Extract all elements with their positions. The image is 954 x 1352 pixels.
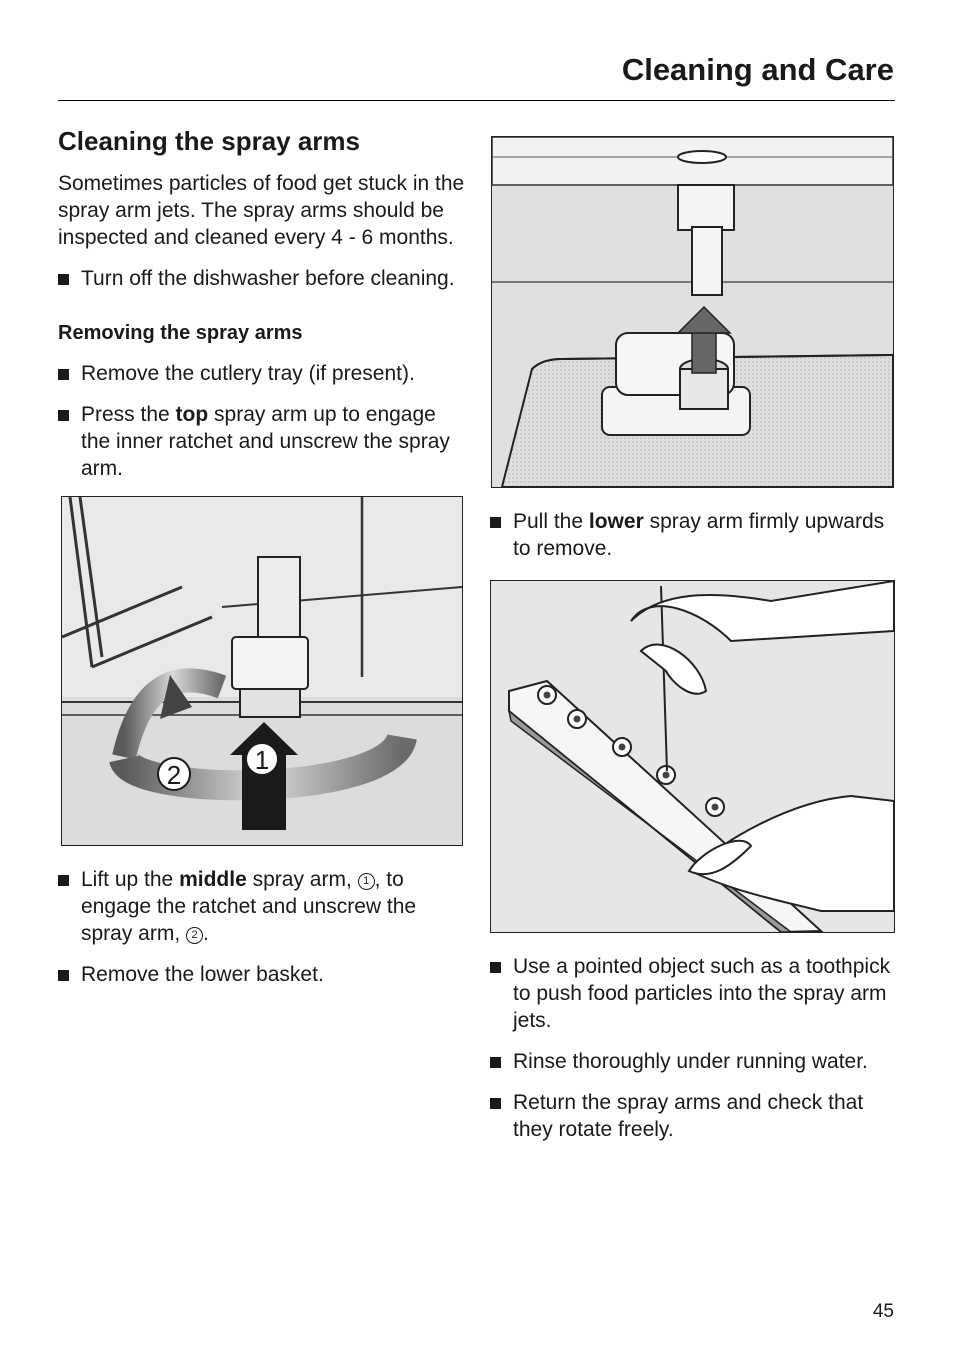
label-two: 2 — [166, 760, 182, 790]
list-item — [490, 1089, 896, 1143]
removing-bullets-2 — [58, 866, 468, 988]
text-segment: . — [203, 922, 209, 945]
bullet-text: Turn off the dishwasher before cleaning. — [81, 267, 455, 290]
list-item — [58, 401, 468, 482]
intro-bullets — [58, 265, 468, 292]
bullet-icon — [58, 970, 69, 981]
figure-lower-spray-arm — [491, 136, 894, 488]
circled-number-one: 1 — [358, 873, 375, 890]
text-segment: Pull the — [513, 510, 589, 533]
page-number: 45 — [872, 1301, 894, 1322]
bullet-text: Return the spray arms and check that they rotate freely. — [513, 1091, 864, 1141]
bullet-icon — [58, 875, 69, 886]
middle-spray-arm-illustration — [62, 497, 462, 845]
list-item — [490, 1048, 896, 1075]
header-rule — [58, 100, 895, 101]
bullet-text: Remove the cutlery tray (if present). — [81, 362, 415, 385]
right-bullets-1 — [490, 508, 896, 562]
text-segment: spray arm firmly upwards to remove. — [513, 510, 885, 560]
bullet-text: Rinse thoroughly under running water. — [513, 1050, 868, 1073]
removing-bullets — [58, 360, 468, 482]
lower-spray-arm-illustration — [492, 137, 893, 487]
bold-text: top — [175, 403, 209, 426]
cleaning-jets-illustration — [491, 581, 894, 932]
list-item — [58, 360, 468, 387]
text-segment: , to engage the ratchet and unscrew the spray arm, — [81, 868, 417, 945]
list-item — [58, 866, 468, 947]
bullet-icon — [58, 369, 69, 380]
page-header-title: Cleaning and Care — [621, 52, 894, 87]
intro-paragraph: Sometimes particles of food get stuck in the spray arm jets. The spray arms should be inspected and cleaned every 4 - 6 months. — [58, 172, 465, 249]
bullet-icon — [58, 410, 69, 421]
text-segment: Press the — [81, 403, 176, 426]
bullet-icon — [490, 962, 501, 973]
label-one: 1 — [254, 745, 270, 775]
bullet-text: Use a pointed object such as a toothpick to push food particles into the spray arm jets. — [513, 955, 891, 1032]
list-item — [58, 265, 468, 292]
bullet-icon — [490, 1057, 501, 1068]
section-title: Cleaning the spray arms — [58, 126, 360, 156]
right-bullets-2 — [490, 953, 896, 1143]
bullet-text: Remove the lower basket. — [81, 963, 324, 986]
text-segment: spray arm, — [246, 868, 358, 891]
bullet-icon — [58, 274, 69, 285]
text-segment: Lift up the — [81, 868, 180, 891]
removing-title: Removing the spray arms — [58, 322, 303, 344]
bold-text: lower — [588, 510, 644, 533]
bullet-icon — [490, 517, 501, 528]
list-item — [490, 953, 896, 1034]
bullet-icon — [490, 1098, 501, 1109]
figure-middle-spray-arm — [61, 496, 463, 846]
left-column — [58, 124, 468, 1002]
list-item — [490, 508, 896, 562]
figure-cleaning-jets — [490, 580, 895, 933]
text-segment: spray arm up to engage the inner ratchet and unscrew the spray arm. — [81, 403, 450, 480]
circled-number-two: 2 — [186, 927, 203, 944]
bold-text: middle — [179, 868, 247, 891]
right-column — [490, 136, 896, 1157]
list-item — [58, 961, 468, 988]
